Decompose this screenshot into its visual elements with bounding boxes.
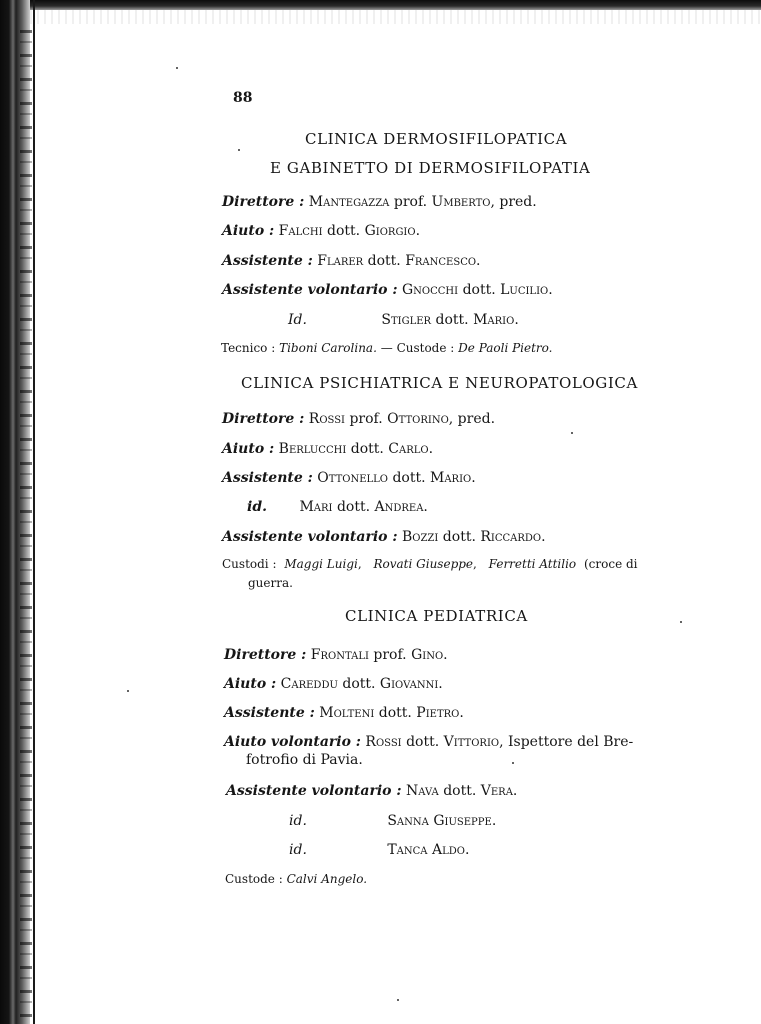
surname: Bozzi: [402, 529, 439, 545]
role-label: Assistente :: [222, 470, 313, 486]
entry-assistente: [222, 471, 476, 485]
entry-direttore: [224, 648, 448, 662]
custode-name: De Paoli Pietro.: [458, 341, 553, 355]
surname: Falchi: [278, 223, 323, 239]
custode-label: Custode :: [225, 872, 283, 886]
given-name: Vittorio: [443, 734, 500, 750]
role-label: Aiuto :: [224, 676, 277, 692]
given-name: Francesco.: [405, 253, 481, 269]
title: dott.: [336, 499, 371, 515]
role-label: Direttore :: [222, 194, 305, 210]
scan-speck: [571, 432, 573, 434]
title: prof.: [373, 647, 407, 663]
section-subtitle-gabinetto: E GABINETTO DI DERMOSIFILOPATIA: [270, 159, 591, 177]
custode-name: Rovati Giuseppe: [373, 557, 474, 571]
entry-id: [289, 814, 496, 828]
scan-top-noise: [30, 10, 761, 24]
custode-name: Maggi Luigi: [284, 557, 358, 571]
title: prof.: [349, 411, 383, 427]
given-name: Lucilio.: [500, 282, 553, 298]
given-name: Giovanni.: [379, 676, 443, 692]
given-name: Gino.: [411, 647, 448, 663]
surname: Mantegazza: [308, 194, 390, 210]
given-name: Giorgio.: [364, 223, 421, 239]
given-name: Giuseppe.: [433, 813, 497, 829]
given-name: Ottorino: [387, 411, 449, 427]
title: dott.: [367, 253, 401, 269]
title: dott.: [327, 223, 361, 239]
surname: Flarer: [317, 253, 364, 269]
section-title-psichiatrica: CLINICA PSICHIATRICA E NEUROPATOLOGICA: [241, 374, 638, 392]
entry-assistente-volontario: [222, 283, 553, 297]
given-name: Vera.: [480, 783, 518, 799]
entry-detail-cont: fotrofio di Pavia.: [246, 752, 363, 768]
entry-aiuto: [222, 442, 433, 456]
role-label: Assistente :: [222, 253, 313, 269]
role-label: Assistente volontario :: [222, 282, 398, 298]
title: dott.: [350, 441, 384, 457]
custodi-note-cont: guerra.: [248, 576, 293, 590]
surname: Frontali: [310, 647, 369, 663]
title: dott.: [406, 734, 440, 750]
custodi-line: Custodi : Maggi Luigi, Rovati Giuseppe, Ferretti Attilio (croce di: [222, 557, 638, 571]
section-title-pediatrica: CLINICA PEDIATRICA: [345, 607, 528, 625]
custode-name: Calvi Angelo.: [286, 872, 368, 886]
role-label: Aiuto :: [222, 441, 275, 457]
dash: —: [380, 341, 393, 355]
title: dott.: [392, 470, 426, 486]
section-title-dermosifilopatica: CLINICA DERMOSIFILOPATICA: [305, 130, 568, 148]
surname: Stigler: [381, 312, 432, 328]
suffix: , pred.: [490, 194, 537, 210]
role-label: Direttore :: [224, 647, 307, 663]
surname: Rossi: [308, 411, 346, 427]
entry-assistente-volontario: [222, 530, 546, 544]
entry-assistente: [224, 706, 464, 720]
title: prof.: [393, 194, 428, 210]
custodi-note: (croce di: [583, 557, 638, 571]
scan-speck: [127, 690, 129, 692]
custode-name: Ferretti Attilio: [488, 557, 577, 571]
scan-speck: [176, 67, 178, 69]
given-name: Umberto: [431, 194, 491, 210]
surname: Careddu: [280, 676, 338, 692]
title: dott.: [462, 282, 496, 298]
entry-id: [247, 500, 428, 514]
surname: Gnocchi: [402, 282, 459, 298]
spine-noise: [20, 30, 32, 1020]
surname: Sanna: [387, 813, 429, 829]
page-number: 88: [233, 90, 253, 106]
given-name: Mario.: [473, 312, 519, 328]
surname: Mari: [299, 499, 333, 515]
role-label: Id.: [288, 312, 307, 328]
tecnico-label: Tecnico :: [221, 341, 276, 355]
surname: Tanca: [387, 842, 428, 858]
title: dott.: [378, 705, 412, 721]
role-label: id.: [289, 813, 307, 829]
title: dott.: [442, 529, 476, 545]
staff-line: [221, 342, 553, 354]
entry-assistente-volontario: [226, 784, 517, 798]
entry-id: [288, 313, 519, 327]
given-name: Aldo.: [431, 842, 470, 858]
custode-line: [225, 873, 367, 885]
role-label: Aiuto :: [222, 223, 275, 239]
role-label: Direttore :: [222, 411, 305, 427]
scan-speck: [397, 999, 399, 1001]
scan-speck: [680, 621, 682, 623]
role-label: Aiuto volontario :: [224, 734, 361, 750]
entry-direttore: [222, 195, 537, 209]
title: dott.: [443, 783, 477, 799]
surname: Nava: [406, 783, 439, 799]
custode-label: Custode :: [396, 341, 455, 355]
page-edge-line: [33, 0, 35, 1024]
role-label: id.: [289, 842, 307, 858]
role-label: Assistente :: [224, 705, 315, 721]
given-name: Riccardo.: [480, 529, 546, 545]
scan-speck: [512, 762, 514, 764]
role-label: id.: [247, 499, 267, 515]
entry-direttore: [222, 412, 495, 426]
scan-top-edge: [0, 0, 761, 10]
suffix: , pred.: [448, 411, 496, 427]
given-name: Andrea.: [374, 499, 428, 515]
surname: Molteni: [319, 705, 375, 721]
role-label: Assistente volontario :: [226, 783, 402, 799]
surname: Ottonello: [317, 470, 388, 486]
entry-aiuto-volontario: [224, 735, 633, 749]
entry-aiuto: [224, 677, 443, 691]
custodi-label: Custodi :: [222, 557, 277, 571]
entry-id: [289, 843, 469, 857]
entry-aiuto: [222, 224, 420, 238]
title: dott.: [342, 676, 376, 692]
entry-assistente: [222, 254, 481, 268]
role-label: Assistente volontario :: [222, 529, 398, 545]
tecnico-name: Tiboni Carolina.: [279, 341, 377, 355]
given-name: Pietro.: [416, 705, 464, 721]
scan-speck: [238, 149, 240, 151]
entry-detail: , Ispettore del Bre-: [499, 734, 634, 750]
given-name: Mario.: [429, 470, 476, 486]
title: dott.: [435, 312, 469, 328]
surname: Rossi: [365, 734, 402, 750]
given-name: Carlo.: [388, 441, 434, 457]
surname: Berlucchi: [278, 441, 347, 457]
